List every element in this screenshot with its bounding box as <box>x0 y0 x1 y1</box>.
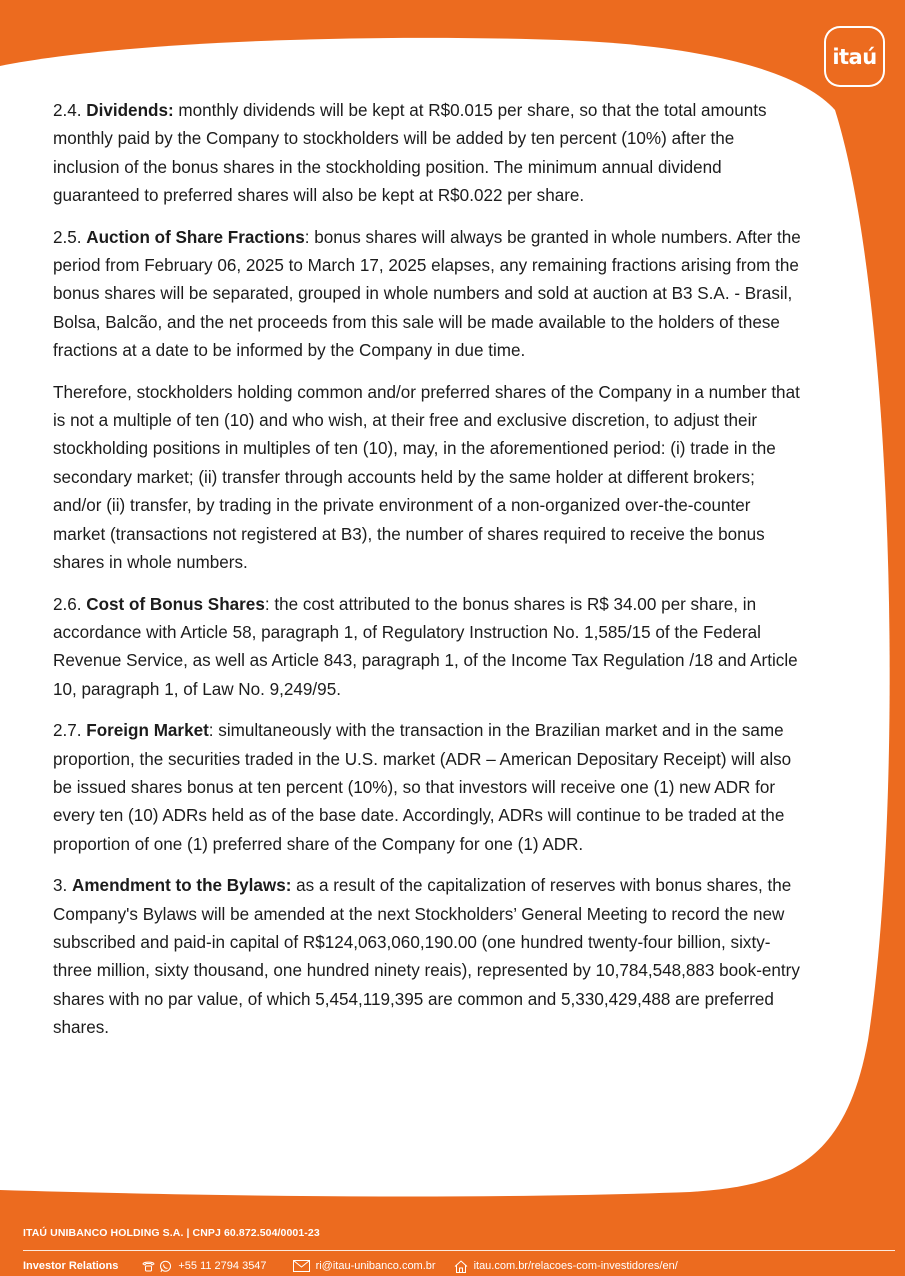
section-body: : bonus shares will always be granted in whole numbers. After the period from February 06, 2025 to March 17, 2025 elapses, any remaining fractions arising from the bonus shares will be separated, grouped in whole numbers and sold at auction at B3 S.A. - Brasil, Bolsa, Balcão, and the net proceeds from this sale will be made available to the holders of these fractions at a date to be informed by the Company in due time. <box>53 227 801 361</box>
section-body: : simultaneously with the transaction in the Brazilian market and in the same proportion, the securities traded in the U.S. market (ADR – American Depositary Receipt) will also be issued shares bonus at ten percent (10%), so that investors will receive one (1) new ADR for every ten (10) ADRs held as of the base date. Accordingly, ADRs will continue to be traded at the proportion of one (1) preferred share of the Company for one (1) ADR. <box>53 721 792 854</box>
phone-icon <box>142 1260 155 1272</box>
footer-company: ITAÚ UNIBANCO HOLDING S.A. | CNPJ 60.872.504/0001-23 <box>23 1227 320 1239</box>
section-body: monthly dividends will be kept at R$0.015 per share, so that the total amounts monthly paid by the Company to stockholders will be added by ten percent (10%) after the inclusion of the bonus shares in the stockholding position. The minimum annual dividend guaranteed to preferred shares will also be kept at R$0.022 per share. <box>53 101 767 206</box>
logo-text: itaú <box>832 44 877 69</box>
home-icon <box>454 1260 468 1273</box>
section-body: : the cost attributed to the bonus shares is R$ 34.00 per share, in accordance with Article 58, paragraph 1, of Regulatory Instruction No. 1,585/15 of the Federal Revenue Service, as well as Article 843, paragraph 1, of the Income Tax Regulation /18 and Article 10, paragraph 1, of Law No. 9,249/95. <box>53 594 798 699</box>
section-bylaws: 3. Amendment to the Bylaws: as a result of the capitalization of reserves with bonus shares, the Company's Bylaws will be amended at the next Stockholders’ General Meeting to record the new subscribed and paid-in capital of R$124,063,060,190.00 (one hundred twenty-four billion, sixty-three million, sixty thousand, one hundred ninety reais), represented by 10,784,548,883 book-entry shares with no par value, of which 5,454,119,395 are common and 5,330,429,488 are preferred shares. <box>53 876 800 1038</box>
section-body: Therefore, stockholders holding common and/or preferred shares of the Company in a number that is not a multiple of ten (10) and who wish, at their free and exclusive discretion, to adjust their stockholding positions in multiples of ten (10), may, in the aforementioned period: (i) trade in the secondary market; (ii) transfer through accounts held by the same holder at different brokers; and/or (ii) transfer, by trading in the private environment of a non-organized over-the-counter market (transactions not registered at B3), the number of shares required to receive the bonus shares in whole numbers. <box>53 382 800 573</box>
whatsapp-icon <box>159 1260 172 1273</box>
footer-contacts <box>23 1258 678 1274</box>
section-dividends: 2.4. Dividends: monthly dividends will be kept at R$0.015 per share, so that the total amounts monthly paid by the Company to stockholders will be added by ten percent (10%) after the inclusion of the bonus shares in the stockholding position. The minimum annual dividend guaranteed to preferred shares will also be kept at R$0.022 per share. <box>53 101 767 206</box>
footer-website[interactable]: itau.com.br/relacoes-com-investidores/en/ <box>473 1260 678 1272</box>
section-heading: Amendment to the Bylaws: <box>72 876 292 896</box>
section-heading: Dividends: <box>86 101 174 120</box>
section-therefore <box>53 379 805 578</box>
section-heading: Foreign Market <box>86 721 209 741</box>
footer-divider <box>23 1250 895 1251</box>
section-heading: Auction of Share Fractions <box>86 227 305 247</box>
footer-email[interactable]: ri@itau-unibanco.com.br <box>315 1260 436 1272</box>
itau-logo <box>824 26 885 87</box>
section-body: as a result of the capitalization of reserves with bonus shares, the Company's Bylaws will be amended at the next Stockholders’ General Meeting to record the new subscribed and paid-in capital of R$124,063,060,190.00 (one hundred twenty-four billion, sixty-three million, sixty thousand, one hundred ninety reais), represented by 10,784,548,883 book-entry shares with no par value, of which 5,454,119,395 are common and 5,330,429,488 are preferred shares. <box>53 876 800 1038</box>
footer-phone[interactable]: +55 11 2794 3547 <box>178 1260 267 1272</box>
section-auction: 2.5. Auction of Share Fractions: bonus shares will always be granted in whole numbers. After the period from February 06, 2025 to March 17, 2025 elapses, any remaining fractions arising from the bonus shares will be separated, grouped in whole numbers and sold at auction at B3 S.A. - Brasil, Bolsa, Balcão, and the net proceeds from this sale will be made available to the holders of these fractions at a date to be informed by the Company in due time. <box>53 227 801 361</box>
footer-department: Investor Relations <box>23 1260 119 1272</box>
mail-icon <box>293 1260 310 1272</box>
section-cost: 2.6. Cost of Bonus Shares: the cost attributed to the bonus shares is R$ 34.00 per share, in accordance with Article 58, paragraph 1, of Regulatory Instruction No. 1,585/15 of the Federal Revenue Service, as well as Article 843, paragraph 1, of the Income Tax Regulation /18 and Article 10, paragraph 1, of Law No. 9,249/95. <box>53 594 798 699</box>
section-foreign-market: 2.7. Foreign Market: simultaneously with the transaction in the Brazilian market and in the same proportion, the securities traded in the U.S. market (ADR – American Depositary Receipt) will also be issued shares bonus at ten percent (10%), so that investors will receive one (1) new ADR for every ten (10) ADRs held as of the base date. Accordingly, ADRs will continue to be traded at the proportion of one (1) preferred share of the Company for one (1) ADR. <box>53 721 792 854</box>
document-body <box>53 97 805 1056</box>
section-heading: Cost of Bonus Shares <box>86 594 265 614</box>
